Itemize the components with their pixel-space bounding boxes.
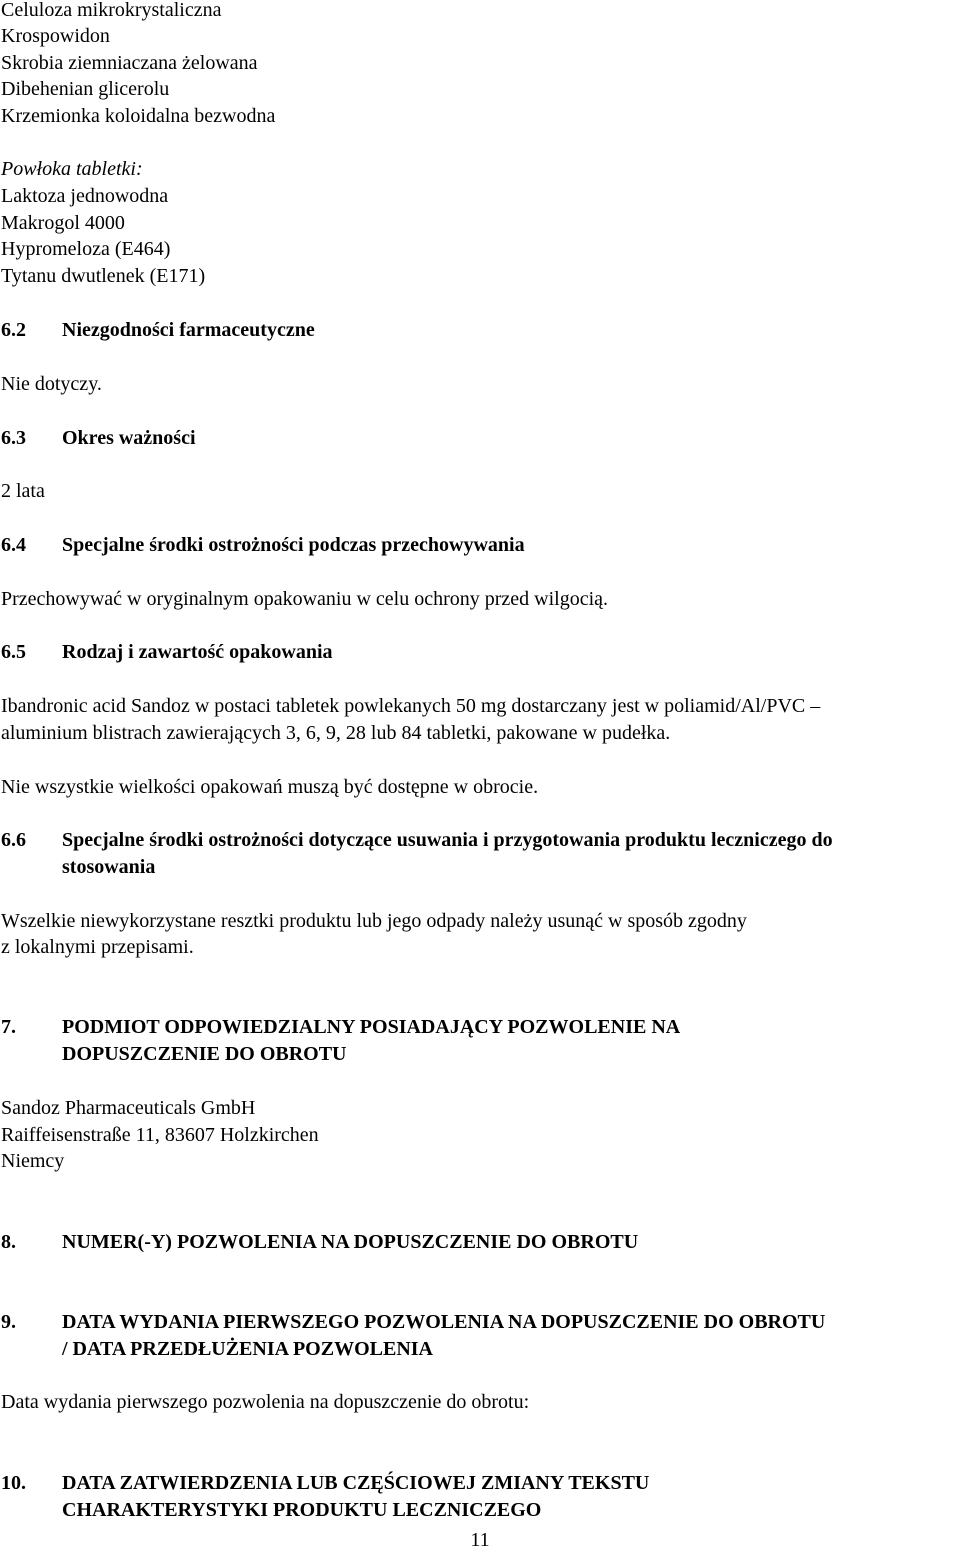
section-title: Specjalne środki ostrożności podczas przechowywania [62, 534, 525, 556]
ingredient-item: Dibehenian glicerolu [1, 78, 170, 100]
section-title: PODMIOT ODPOWIEDZIALNY POSIADAJĄCY POZWOLENIE NA [62, 1016, 681, 1038]
section-number: 7. [1, 1016, 16, 1038]
address-line: Niemcy [1, 1150, 65, 1172]
section-number: 9. [1, 1311, 16, 1333]
section-heading-10 [1, 1470, 650, 1521]
section-number: 6.3 [1, 427, 26, 449]
section-number: 10. [1, 1472, 26, 1494]
section-title: Specjalne środki ostrożności dotyczące usuwania i przygotowania produktu leczniczego do [62, 829, 833, 851]
address-line: Raiffeisenstraße 11, 83607 Holzkirchen [1, 1124, 319, 1146]
section-body: 2 lata [1, 480, 45, 502]
section-number: 6.4 [1, 534, 26, 556]
ingredient-item: Krzemionka koloidalna bezwodna [1, 105, 276, 127]
section-number: 8. [1, 1231, 16, 1253]
section-number: 6.6 [1, 829, 26, 851]
section-heading-7 [1, 1014, 681, 1065]
address-line: Sandoz Pharmaceuticals GmbH [1, 1097, 256, 1119]
section-body: Wszelkie niewykorzystane resztki produktu lub jego odpady należy usunąć w sposób zgodny [1, 910, 747, 932]
coating-label: Powłoka tabletki: [1, 158, 143, 180]
coating-item: Tytanu dwutlenek (E171) [1, 265, 206, 287]
section-heading-6-6 [1, 827, 833, 878]
section-title: Rodzaj i zawartość opakowania [62, 641, 333, 663]
section-title-continued: CHARAKTERYSTYKI PRODUKTU LECZNICZEGO [62, 1499, 542, 1521]
section-heading-9 [1, 1309, 826, 1360]
section-heading-6-3 [1, 425, 196, 452]
section-body: z lokalnymi przepisami. [1, 936, 194, 958]
section-title: Okres ważności [62, 427, 196, 449]
ingredient-item: Krospowidon [1, 25, 110, 47]
section-heading-6-2 [1, 317, 315, 344]
section-body: Nie dotyczy. [1, 373, 102, 395]
section-title-continued: DOPUSZCZENIE DO OBROTU [62, 1043, 347, 1065]
section-heading-6-4 [1, 532, 525, 559]
coating-item: Laktoza jednowodna [1, 185, 169, 207]
page-number: 11 [470, 1529, 490, 1551]
section-title-continued: / DATA PRZEDŁUŻENIA POZWOLENIA [62, 1338, 433, 1360]
section-title-continued: stosowania [62, 856, 156, 878]
section-body: Data wydania pierwszego pozwolenia na dopuszczenie do obrotu: [1, 1391, 530, 1413]
section-body: Ibandronic acid Sandoz w postaci tabletek powlekanych 50 mg dostarczany jest w poliamid/Al/PVC – [1, 695, 821, 717]
section-heading-6-5 [1, 639, 333, 666]
section-title: DATA WYDANIA PIERWSZEGO POZWOLENIA NA DOPUSZCZENIE DO OBROTU [62, 1311, 826, 1333]
ingredient-item: Skrobia ziemniaczana żelowana [1, 52, 258, 74]
section-title: Niezgodności farmaceutyczne [62, 319, 315, 341]
section-body: Nie wszystkie wielkości opakowań muszą być dostępne w obrocie. [1, 776, 539, 798]
coating-item: Makrogol 4000 [1, 212, 125, 234]
ingredient-item: Celuloza mikrokrystaliczna [1, 0, 222, 21]
section-number: 6.5 [1, 641, 26, 663]
section-heading-8 [1, 1229, 639, 1256]
section-number: 6.2 [1, 319, 26, 341]
section-body: Przechowywać w oryginalnym opakowaniu w celu ochrony przed wilgocią. [1, 588, 609, 610]
coating-item: Hypromeloza (E464) [1, 238, 171, 260]
section-body: aluminium blistrach zawierających 3, 6, 9, 28 lub 84 tabletki, pakowane w pudełka. [1, 722, 671, 744]
section-title: DATA ZATWIERDZENIA LUB CZĘŚCIOWEJ ZMIANY TEKSTU [62, 1472, 650, 1494]
section-title: NUMER(-Y) POZWOLENIA NA DOPUSZCZENIE DO OBROTU [62, 1231, 639, 1253]
